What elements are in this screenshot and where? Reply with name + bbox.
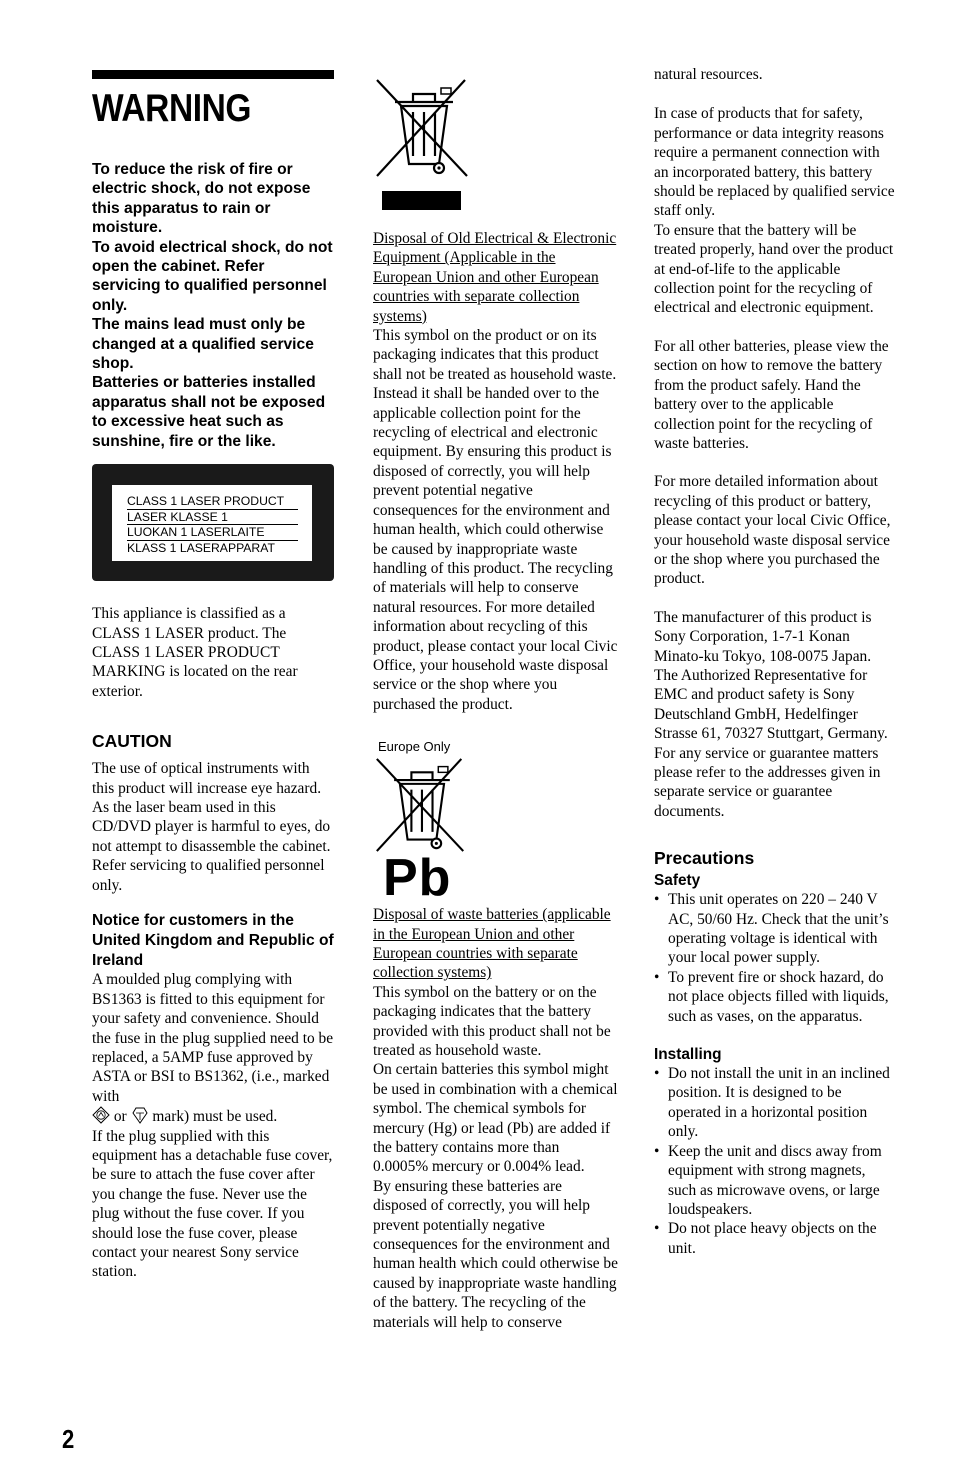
disposal-heading: Disposal of Old Electrical & Electronic Equipment (Applicable in the European Union and other European countries with separate collection systems) — [373, 230, 617, 325]
laser-label-line: KLASS 1 LASERAPPARAT — [127, 540, 275, 555]
manufacturer-text: The manufacturer of this product is Sony Corporation, 1-7-1 Konan Minato-ku Tokyo, 108-0075 Japan. The Authorized Representative for EMC and product safety is Sony Deutschland GmbH, Hedelfinger Strasse 61, 70327 Stuttgart, Germany. For any service or guarantee matters please refer to the addresses given in separate service or guarantee documents. — [654, 608, 888, 820]
safety-heading: Safety — [654, 872, 701, 890]
installing-heading: Installing — [654, 1046, 722, 1064]
laser-label — [92, 464, 334, 581]
safety-list — [654, 890, 896, 1026]
crossed-bin-icon — [373, 72, 473, 182]
precautions-heading: Precautions — [654, 848, 755, 869]
notice-or: or — [113, 1108, 127, 1126]
list-item: • Do not place heavy objects on the unit. — [654, 1219, 896, 1258]
page-title: WARNING — [92, 87, 252, 130]
bsi-kitemark-icon — [131, 1106, 149, 1124]
page-number: 2 — [62, 1424, 75, 1454]
middle-column — [373, 60, 618, 1332]
right-column — [654, 60, 896, 1258]
notice-text-a: A moulded plug complying with BS1363 is fitted to this equipment for your safety and convenience. Should the fuse in the plug supplied need to be replaced, a 5AMP fuse approved by ASTA or BSI to BS1362, (i.e., marked with — [92, 971, 334, 1105]
laser-label-line: LASER KLASSE 1 — [127, 510, 298, 526]
list-item: • Do not install the unit in an inclined position. It is designed to be operated in a horizontal position only. — [654, 1064, 896, 1142]
title-rule — [92, 70, 334, 79]
paragraph: For more detailed information about recycling of this product or battery, please contact your local Civic Office, your household waste disposal service or the shop where you purchased the product. — [654, 473, 891, 588]
paragraph: For all other batteries, please view the section on how to remove the battery from the product safely. Hand the battery over to the applicable collection point for the recycling of waste batteries. — [654, 337, 889, 452]
list-item: • This unit operates on 220 – 240 V AC, 50/60 Hz. Check that the unit’s operating voltage is identical with your local power supply. — [654, 890, 896, 968]
laser-label-line: CLASS 1 LASER PRODUCT — [127, 494, 298, 510]
laser-label-line: LUOKAN 1 LASERLAITE — [127, 525, 298, 541]
battery-text: This symbol on the battery or on the packaging indicates that the battery provided with this product shall not be treated as household waste. On certain batteries this symbol might be used in combination with a chemical symbol. The chemical symbols for mercury (Hg) or lead (Pb) are added if the battery contains more than 0.0005% mercury or 0.004% lead. By ensuring these batteries are disposed of correctly, you will help prevent potentially negative consequences for the environment and human health which could otherwise be caused by inappropriate waste handling of the battery. The recycling of the materials will help to conserve — [373, 983, 618, 1331]
list-item: • Keep the unit and discs away from equipment with strong magnets, such as microwave ovens, or large loudspeakers. — [654, 1142, 896, 1220]
warning-text: To reduce the risk of fire or electric shock, do not expose this apparatus to rain or moisture. To avoid electrical shock, do not open the cabinet. Refer servicing to qualified personnel only. The mains lead must only be changed at a qualified service shop. Batteries or batteries installed apparatus shall not be exposed to excessive heat such as sunshine, fire or the like. — [92, 161, 333, 450]
battery-heading: Disposal of waste batteries (applicable in the European Union and other European countries with separate collection systems) — [373, 906, 611, 982]
caution-heading: CAUTION — [92, 731, 172, 752]
notice-text-b: mark) must be used. If the plug supplied with this equipment has a detachable fuse cover, be sure to attach the fuse cover after you change the fuse. Never use the plug without the fuse cover. If you should lose the fuse cover, please contact your nearest Sony service station. — [92, 1108, 333, 1281]
pb-chemical-symbol: Pb — [383, 849, 452, 908]
appliance-text: This appliance is classified as a CLASS 1 LASER product. The CLASS 1 LASER PRODUCT MARKING is located on the rear exterior. — [92, 605, 298, 700]
installing-list — [654, 1064, 896, 1258]
disposal-text: This symbol on the product or on its packaging indicates that this product shall not be treated as household waste. Instead it shall be handed over to the applicable collection point for the recycling of electrical and electronic equipment. By ensuring this product is disposed of correctly, you will help prevent potential negative consequences for the environment and human health, which could otherwise be caused by inappropriate waste handling of this product. The recycling of materials will help to conserve natural resources. For more detailed information about recycling of this product, please contact your local Civic Office, your household waste disposal service or the shop where you purchased the product. — [373, 327, 618, 713]
europe-only-label: Europe Only — [378, 739, 451, 755]
list-item: • To prevent fire or shock hazard, do not place objects filled with liquids, such as vases, on the apparatus. — [654, 968, 896, 1026]
crossed-bin-battery-icon — [373, 755, 469, 855]
left-column — [92, 60, 334, 1282]
paragraph: In case of products that for safety, performance or data integrity reasons require a permanent connection with an incorporated battery, this battery should be replaced by qualified service staff only. To ensure that the battery will be treated properly, hand over the product at end-of-life to the applicable collection point for the recycling of electrical and electronic equipment. — [654, 105, 895, 317]
paragraph: natural resources. — [654, 66, 763, 83]
notice-text — [92, 970, 334, 1282]
asta-mark-icon — [92, 1106, 110, 1124]
notice-heading: Notice for customers in the United Kingdom and Republic of Ireland — [92, 911, 334, 969]
weee-bar — [382, 191, 461, 210]
caution-text: The use of optical instruments with this product will increase eye hazard. As the laser beam used in this CD/DVD player is harmful to eyes, do not attempt to disassemble the cabinet. Refer servicing to qualified personnel only. — [92, 760, 331, 894]
